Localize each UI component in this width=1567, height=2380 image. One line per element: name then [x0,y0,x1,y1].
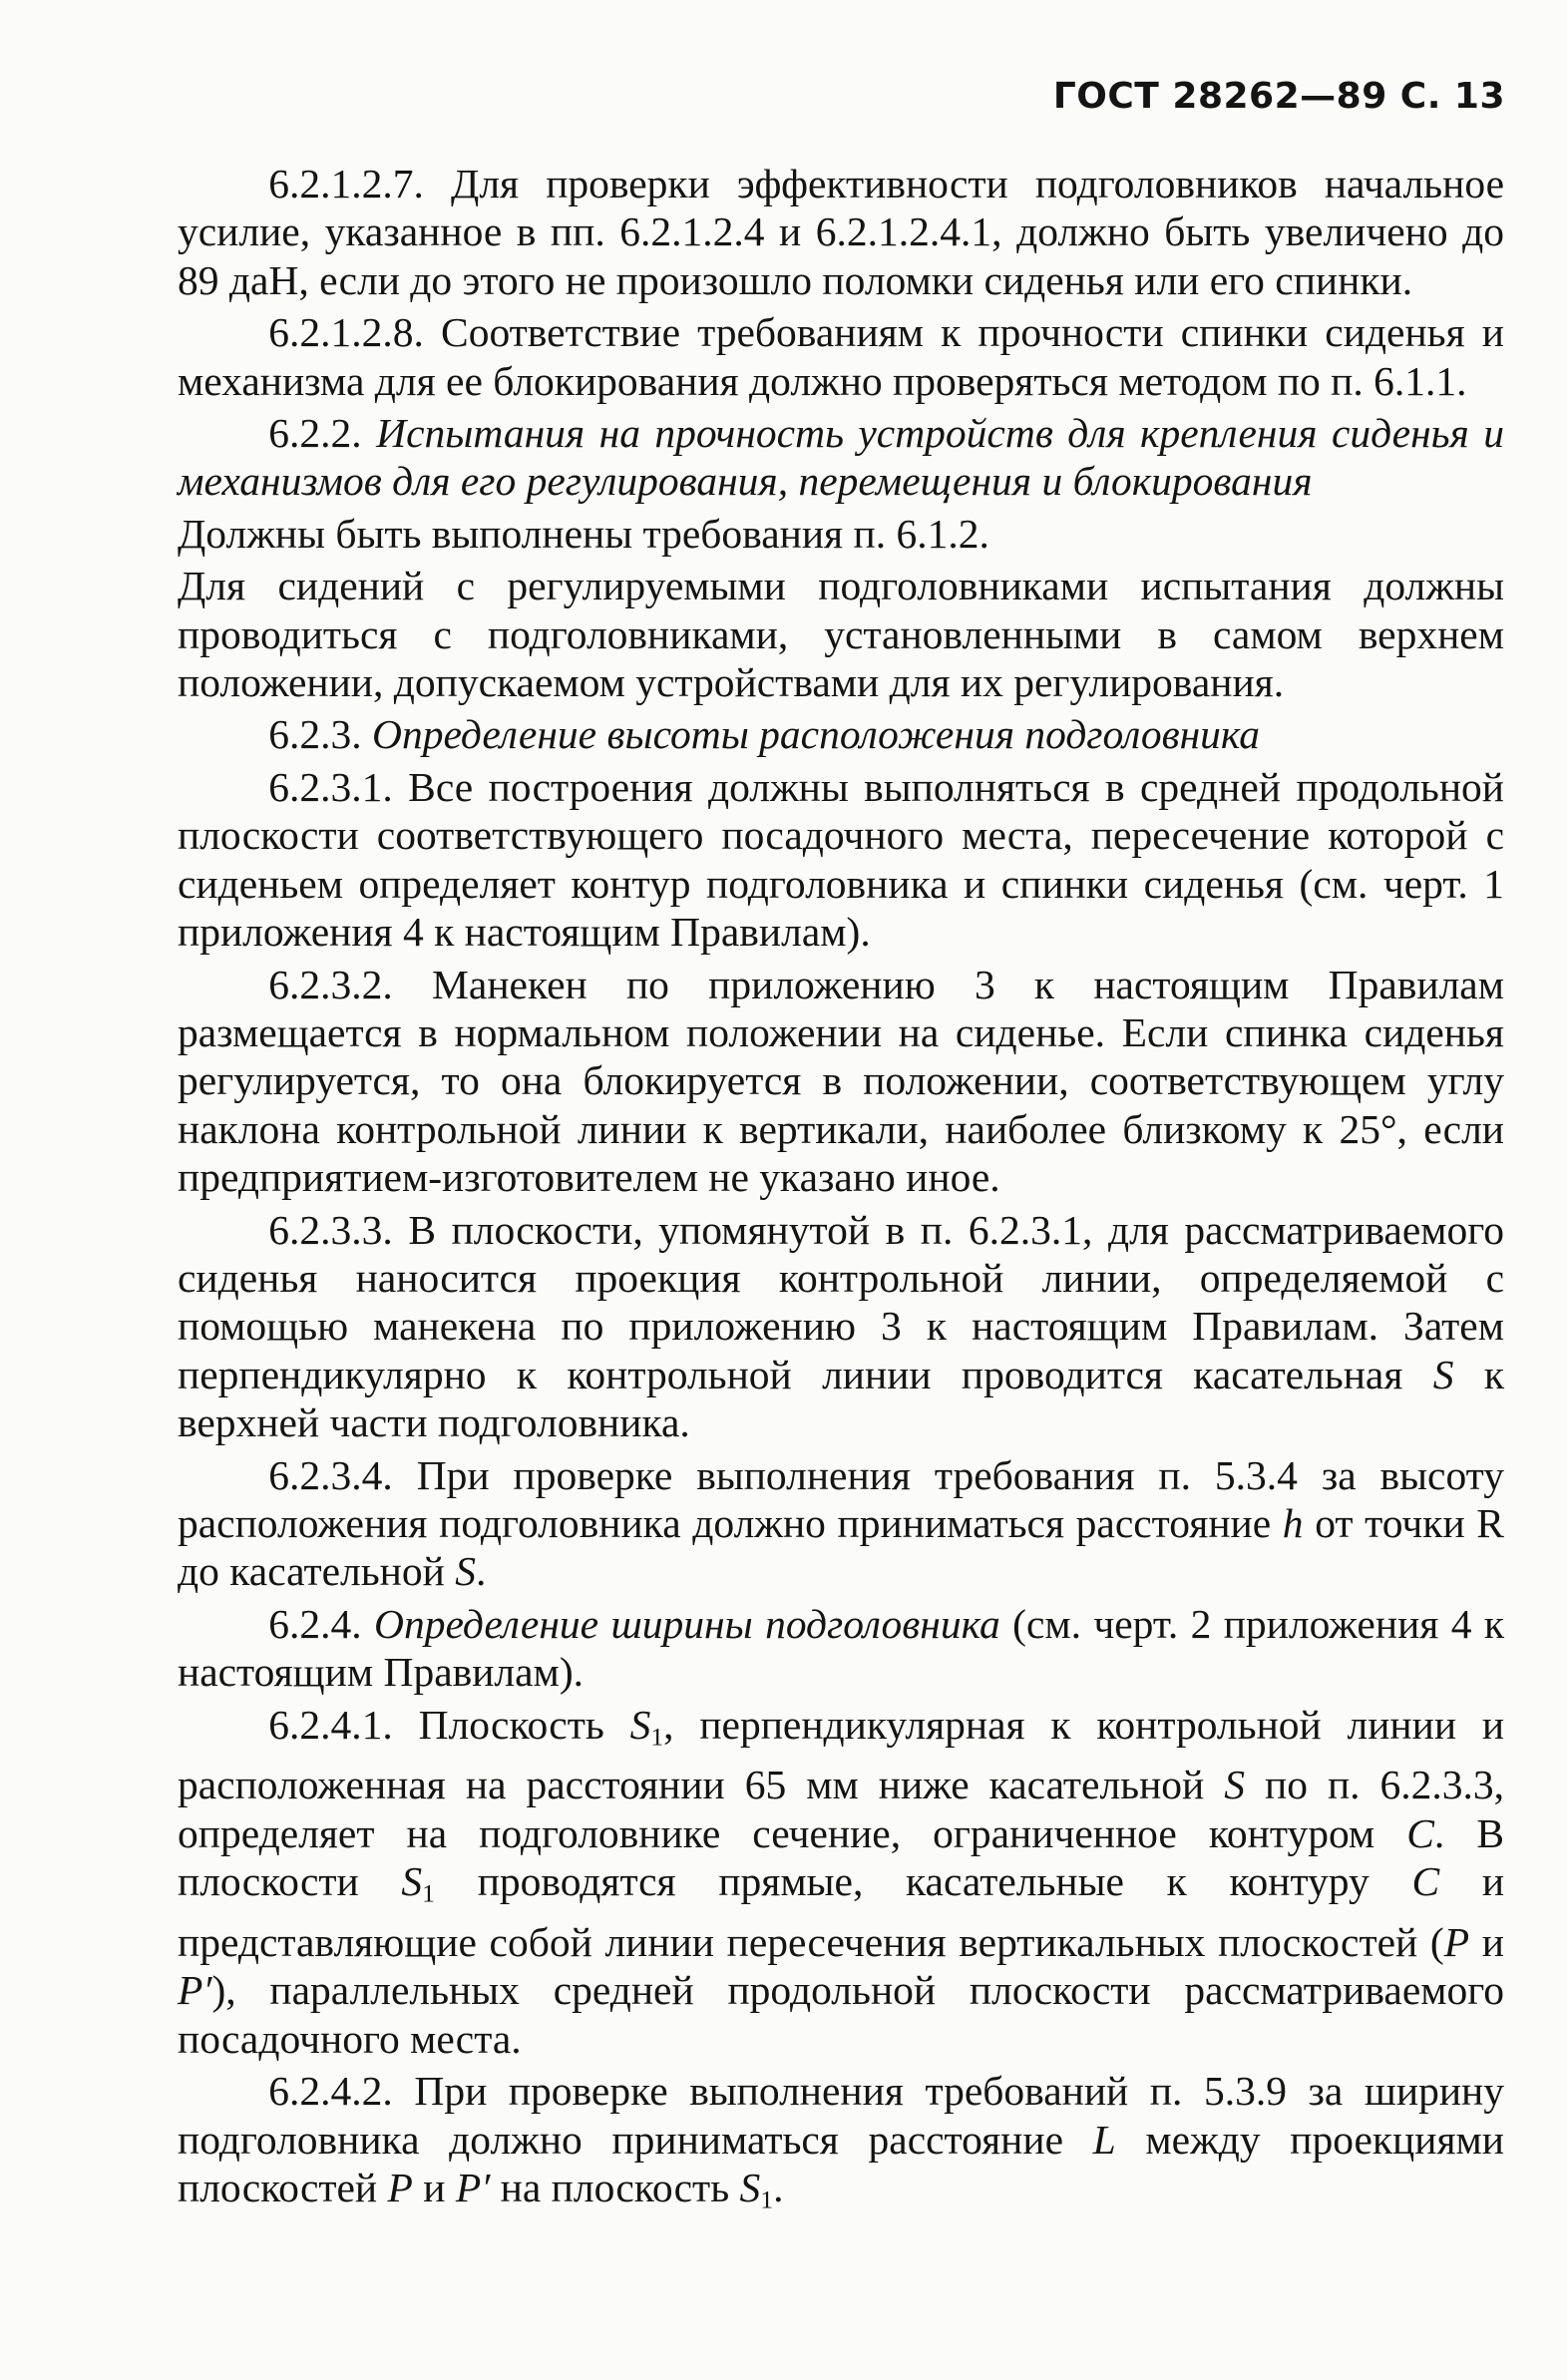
paragraph-6-2-3-1: 6.2.3.1. Все построения должны выполняться в средней продольной плоскости соответствующего посадочного места, пересечение которой с сиденьем определяет контур подголовника и спинки сиденья (см. черт. 1 приложения 4 к настоящим Правилам). [178,763,1504,956]
symbol-S: S [455,1548,476,1595]
paragraph-6-2-3-2: 6.2.3.2. Манекен по приложению 3 к настоящим Правилам размещается в нормальном положении на сиденье. Если спинка сиденья регулируется, то она блокируется в положении, соответствующем углу наклона контрольной линии к вертикали, наиболее близкому к 25°, если предприятием-изготовителем не указано иное. [178,961,1504,1201]
paragraph-6-2-1-2-7: 6.2.1.2.7. Для проверки эффективности подголовников начальное усилие, указанное в пп. 6.2.1.2.4 и 6.2.1.2.4.1, должно быть увеличено до 89 даН, если до этого не произошло поломки сиденья или его спинки. [178,161,1504,303]
paragraph-6-2-3-4: 6.2.3.4. При проверке выполнения требования п. 5.3.4 за высоту расположения подголовника должно приниматься расстояние h от точки R до касательной S. [178,1451,1504,1595]
paragraph-6-2-2-text: Должны быть выполнены требования п. 6.1.2. [178,510,989,557]
symbol-S1: $S_1$ [739,2165,774,2214]
section-6-2-3-heading [178,710,1504,758]
page-header: ГОСТ 28262—89 С. 13 [1052,76,1505,117]
paragraph-6-2-1-2-8: 6.2.1.2.8. Соответствие требованиям к прочности спинки сиденья и механизма для ее блокирования должно проверяться методом по п. 6.1.1. [178,309,1504,404]
document-body [178,160,1504,2228]
symbol-L: L [1092,2116,1116,2163]
paragraph-6-2-4-2: 6.2.4.2. При проверке выполнения требований п. 5.3.9 за ширину подголовника должно приниматься расстояние L между проекциями плоскостей P и P′ на плоскость $S_1$. [178,2068,1505,2214]
section-title: Определение высоты расположения подголовника [372,711,1261,758]
symbol-h: h [1282,1499,1304,1546]
section-number: 6.2.4. [268,1600,362,1647]
symbol-S: S [1432,1351,1454,1397]
section-title: Испытания на прочность устройств для крепления сиденья и механизмов для его регулирования, перемещения и блокирования [178,410,1505,505]
symbol-P-prime: P′ [178,1967,212,2014]
section-title: Определение ширины подголовника [374,1600,1000,1647]
section-6-2-4-heading: 6.2.4. Определение ширины подголовника (см. черт. 2 приложения 4 к настоящим Правилам). [178,1600,1504,1696]
symbol-S1: $S_1$ [401,1858,436,1908]
symbol-S1: $S_1$ [629,1701,664,1752]
paragraph-6-2-3-3: 6.2.3.3. В плоскости, упомянутой в п. 6.2.3.1, для рассматриваемого сиденья наносится проекция контрольной линии, определяемой с помощью манекена по приложению 3 к настоящим Правилам. Затем перпендикулярно к контрольной линии проводится касательная S к верхней части подголовника. [178,1206,1505,1446]
paragraph-6-2-4-1: 6.2.4.1. Плоскость $S_1$, перпендикулярная к контрольной линии и расположенная на расстоянии 65 мм ниже касательной S по п. 6.2.3.3, определяет на подголовнике сечение, ограниченное контуром C. В плоскости $S_1$ проводятся прямые, касательные к контуру C и представляющие собой линии пересечения вертикальных плоскостей (P и P′), параллельных средней продольной плоскости рассматриваемого посадочного места. [178,1701,1505,2062]
symbol-P-prime: P′ [455,2165,491,2211]
symbol-C: C [1406,1809,1434,1856]
paragraph-6-2-2-note: Для сидений с регулируемыми подголовниками испытания должны проводиться с подголовниками, установленными в самом верхнем положении, допускаемом устройствами для их регулирования. [178,563,1504,706]
symbol-P: P [1443,1919,1470,1966]
symbol-C: C [1411,1858,1440,1905]
section-6-2-2-heading [178,409,1504,506]
symbol-P: P [387,2165,413,2211]
section-number: 6.2.2. [268,410,362,457]
symbol-S: S [1224,1762,1246,1808]
section-number: 6.2.3. [268,711,362,758]
